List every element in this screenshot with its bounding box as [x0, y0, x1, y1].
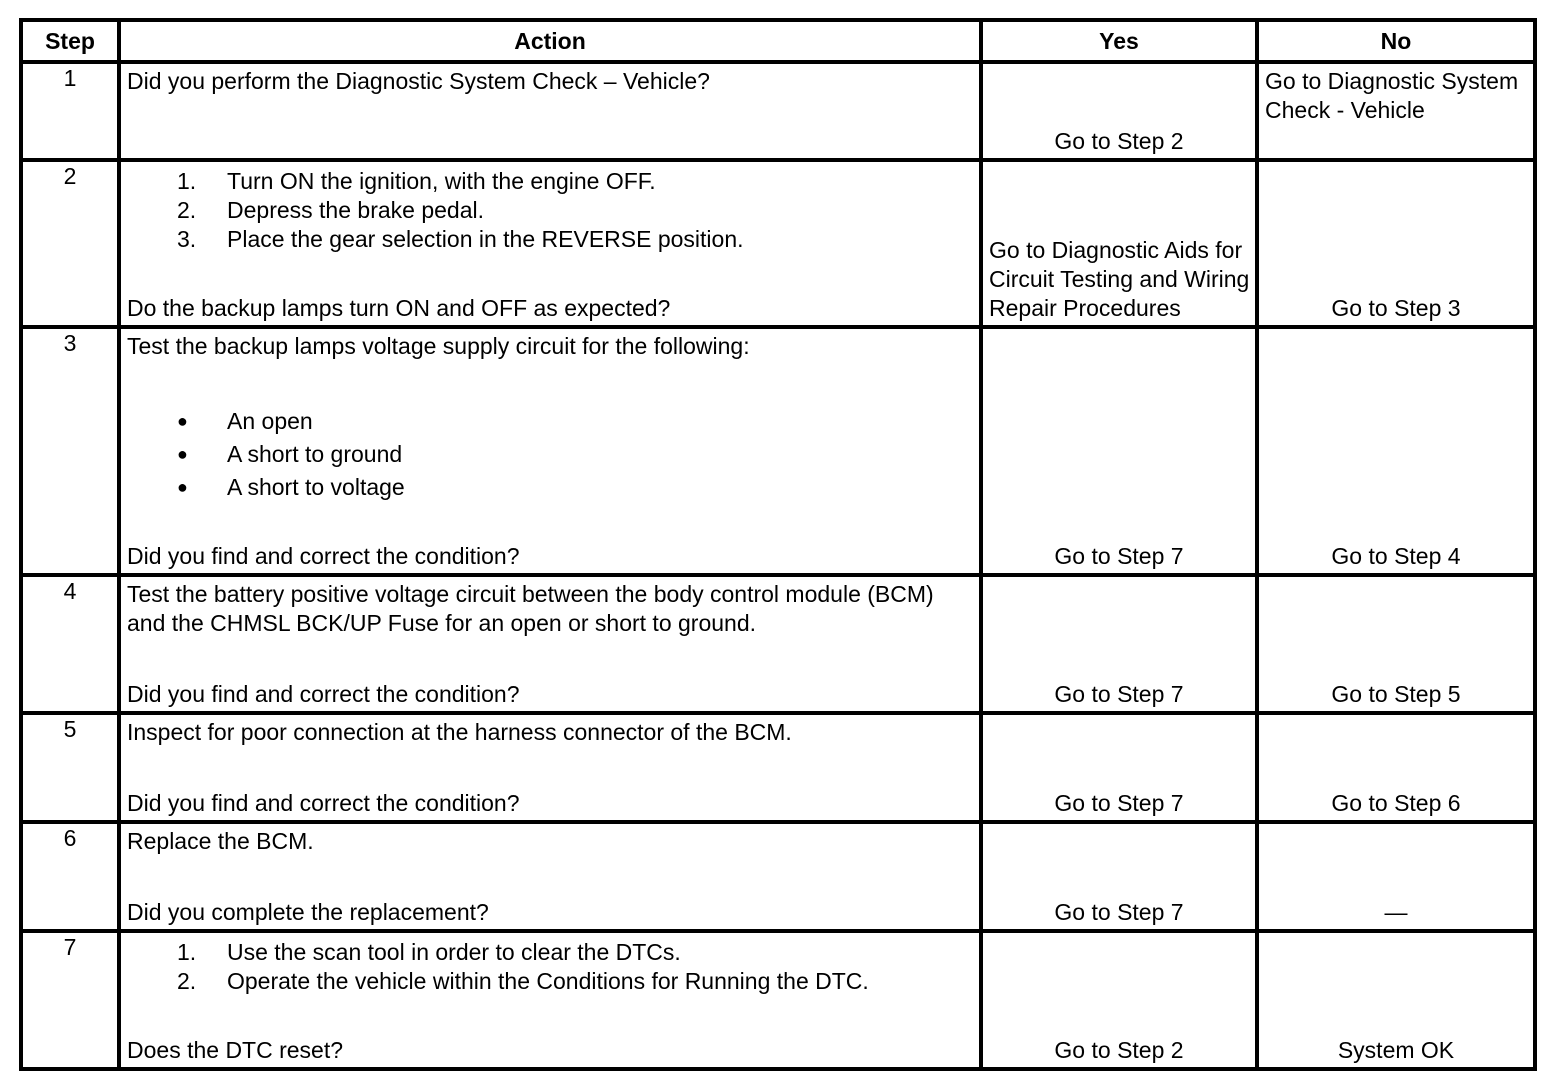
yes-text: Go to Step 7: [1054, 790, 1184, 816]
table-row-step-5: [21, 713, 1535, 822]
bullet-icon: ●: [177, 411, 188, 431]
step-number: 5: [21, 713, 119, 822]
procedure-list: [177, 167, 973, 254]
no-cell: [1257, 575, 1535, 713]
list-number: 1.: [177, 168, 197, 194]
list-text: Depress the brake pedal.: [227, 197, 484, 223]
header-step: Step: [21, 20, 119, 62]
no-text: Go to Diagnostic System Check - Vehicle: [1265, 68, 1519, 123]
step-number: 4: [21, 575, 119, 713]
action-cell: [119, 62, 981, 160]
header-no: No: [1257, 20, 1535, 62]
action-text: Test the battery positive voltage circuit between the body control module (BCM) and the CHMSL BCK/UP Fuse for an open or short to ground.: [127, 581, 934, 636]
table-row-step-3: [21, 327, 1535, 575]
step-number: 6: [21, 822, 119, 931]
no-cell: [1257, 713, 1535, 822]
action-cell: [119, 931, 981, 1069]
list-number: 3.: [177, 226, 197, 252]
yes-text: Go to Step 2: [1054, 1037, 1184, 1063]
list-text: A short to voltage: [227, 474, 405, 500]
yes-cell: [981, 713, 1257, 822]
list-text: Operate the vehicle within the Conditions for Running the DTC.: [227, 968, 869, 994]
yes-text: Go to Diagnostic Aids for Circuit Testing and Wiring Repair Procedures: [989, 237, 1250, 321]
header-yes: Yes: [981, 20, 1257, 62]
yes-text: Go to Step 2: [1054, 128, 1184, 154]
no-text: Go to Step 5: [1331, 681, 1461, 707]
action-cell: [119, 575, 981, 713]
list-item: [177, 938, 973, 967]
yes-cell: [981, 931, 1257, 1069]
diagnostic-table: [19, 18, 1537, 1071]
question-text: Does the DTC reset?: [127, 1037, 344, 1063]
list-text: Turn ON the ignition, with the engine OFF.: [227, 168, 656, 194]
no-cell: [1257, 931, 1535, 1069]
header-action: Action: [119, 20, 981, 62]
list-item: [177, 967, 973, 996]
action-cell: [119, 327, 981, 575]
table-row-step-4: [21, 575, 1535, 713]
question-text: Did you complete the replacement?: [127, 899, 489, 925]
list-text: Use the scan tool in order to clear the DTCs.: [227, 939, 681, 965]
question-text: Did you find and correct the condition?: [127, 681, 520, 707]
yes-cell: [981, 575, 1257, 713]
no-text: —: [1384, 899, 1408, 925]
bullet-icon: ●: [177, 444, 188, 464]
yes-cell: [981, 62, 1257, 160]
no-text: System OK: [1337, 1037, 1455, 1063]
list-item: [177, 196, 973, 225]
step-number: 7: [21, 931, 119, 1069]
step-number: 1: [21, 62, 119, 160]
table-row-step-2: [21, 160, 1535, 327]
bullet-icon: ●: [177, 477, 188, 497]
question-text: Did you find and correct the condition?: [127, 543, 520, 569]
action-cell: [119, 822, 981, 931]
no-cell: [1257, 822, 1535, 931]
yes-text: Go to Step 7: [1054, 681, 1184, 707]
no-cell: [1257, 160, 1535, 327]
yes-text: Go to Step 7: [1054, 543, 1184, 569]
list-text: A short to ground: [227, 441, 403, 467]
yes-text: Go to Step 7: [1054, 899, 1184, 925]
action-cell: [119, 160, 981, 327]
action-text: Test the backup lamps voltage supply circuit for the following:: [127, 333, 750, 359]
yes-cell: [981, 327, 1257, 575]
procedure-list: [177, 938, 973, 996]
list-item: [177, 167, 973, 196]
condition-list: [177, 405, 973, 504]
yes-cell: [981, 160, 1257, 327]
action-cell: [119, 713, 981, 822]
table-row-step-6: [21, 822, 1535, 931]
step-number: 3: [21, 327, 119, 575]
yes-cell: [981, 822, 1257, 931]
step-number: 2: [21, 160, 119, 327]
list-text: An open: [227, 408, 313, 434]
no-text: Go to Step 6: [1331, 790, 1461, 816]
table-row-step-7: [21, 931, 1535, 1069]
no-cell: [1257, 62, 1535, 160]
table-row-step-1: [21, 62, 1535, 160]
no-cell: [1257, 327, 1535, 575]
action-text: Inspect for poor connection at the harness connector of the BCM.: [127, 719, 792, 745]
list-number: 2.: [177, 968, 197, 994]
action-text: Did you perform the Diagnostic System Check – Vehicle?: [127, 68, 710, 94]
list-item: [177, 405, 973, 438]
list-item: [177, 438, 973, 471]
list-item: [177, 225, 973, 254]
list-item: [177, 471, 973, 504]
no-text: Go to Step 3: [1331, 295, 1461, 321]
list-number: 2.: [177, 197, 197, 223]
list-number: 1.: [177, 939, 197, 965]
question-text: Did you find and correct the condition?: [127, 790, 520, 816]
action-text: Replace the BCM.: [127, 828, 314, 854]
header-row: [21, 20, 1535, 62]
no-text: Go to Step 4: [1331, 543, 1461, 569]
question-text: Do the backup lamps turn ON and OFF as expected?: [127, 295, 671, 321]
list-text: Place the gear selection in the REVERSE position.: [227, 226, 744, 252]
